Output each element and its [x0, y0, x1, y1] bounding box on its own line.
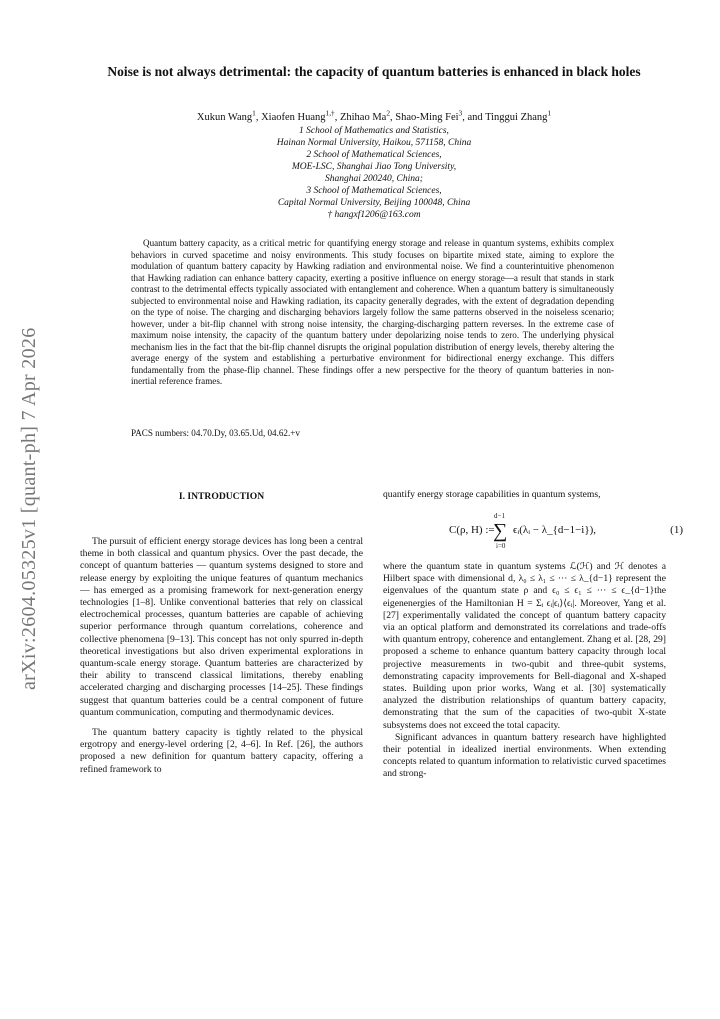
author-list: Xukun Wang$^1$, Xiaofen Huang$^{1,\dagger}$, Zhihao Ma$^2$, Shao-Ming Fei$^3$, and Tinggui Zhang$^1$ [196, 108, 552, 123]
arxiv-identifier [10, 290, 50, 710]
affiliation-line: Hainan Normal University, Haikou, 571158, China [276, 138, 472, 148]
sum-lower-limit: i=0 [496, 542, 506, 550]
author-name: Tinggui Zhang [485, 112, 548, 123]
author-name: Shao-Ming Fei [395, 112, 459, 123]
author-affil-mark: 1 [547, 108, 552, 118]
author-affil-mark: 2 [386, 108, 390, 118]
author-affil-mark: 1,† [325, 108, 335, 118]
author-name: Xukun Wang [196, 112, 253, 123]
sum-upper-limit: d−1 [494, 512, 505, 520]
section-heading-introduction: I. INTRODUCTION [178, 491, 265, 502]
equation-summand: ϵᵢ(λᵢ − λ_{d−1−i}), [513, 524, 597, 536]
affiliation-line: 1 School of Mathematics and Statistics, [299, 126, 449, 136]
pacs-numbers: PACS numbers: 04.70.Dy, 03.65.Ud, 04.62.+v [131, 428, 300, 438]
paper-title: Noise is not always detrimental: the capacity of quantum batteries is enhanced in black holes [107, 64, 641, 79]
author-affil-mark: 3 [458, 108, 463, 118]
left-column [80, 536, 363, 776]
affiliation-line: Shanghai 200240, China; [325, 174, 423, 184]
paragraph: The quantum battery capacity is tightly related to the physical ergotropy and energy-level ordering [2, 4–6]. In Ref. [26], the authors proposed a new definition for quantum battery capacity, offering a refined framework to [80, 727, 363, 775]
right-column-top [383, 489, 666, 501]
affiliation-line: 2 School of Mathematical Sciences, [306, 150, 442, 160]
affiliation-line: Capital Normal University, Beijing 100048, China [277, 198, 471, 208]
author-name: Zhihao Ma [339, 112, 387, 123]
right-column [383, 561, 666, 781]
paragraph: quantify energy storage capabilities in quantum systems, [383, 489, 601, 500]
equation-lhs: C(ρ, H) := [449, 524, 495, 536]
sum-symbol: ∑ [493, 520, 508, 542]
paragraph: The pursuit of efficient energy storage devices has long been a central theme in both classical and quantum physics. Over the past decade, the concept of quantum batteries — quantum systems designed to store and release energy by exploiting the unique features of quantum mechanics — has emerged as a promising framework for next-generation energy technologies [1–8]. Unlike conventional batteries that rely on classical electrochemical processes, quantum batteries are capable of achieving superior performance through quantum correlations, coherence and collective phenomena [9–13]. This concept has not only spurred in-depth theoretical investigations but also driven experimental explorations in quantum-scale energy storage. Quantum batteries are characterized by their ability to transcend classical limitations, thereby enabling accelerated charging and discharging processes [14–25]. These findings suggest that quantum batteries could be a central component of future quantum communication, computing and thermodynamic devices. [80, 536, 363, 718]
equation-1 [383, 512, 683, 556]
paragraph: where the quantum state in quantum systems ℒ(ℋ) and ℋ denotes a Hilbert space with dimensional d, λ₀ ≤ λ₁ ≤ ··· ≤ λ_{d−1} represent the eigenvalues of the quantum state ρ and ϵ₀ ≤ ϵ₁ ≤ ··· ≤ ϵ_{d−1}the eigenenergies of the Hamiltonian H = Σᵢ ϵᵢ|ϵᵢ⟩⟨ϵᵢ|. Moreover, Yang et al. [27] experimentally validated the concept of quantum battery capacity via an optical platform and demonstrated its correlations and trade-offs with quantum entropy, coherence and entanglement. Zhang et al. [28, 29] proposed a scheme to enhance quantum battery capacity through local projective measurements in two-qubit and three-qubit systems, demonstrating capacity improvements for Bell-diagonal and X-shaped states. Building upon prior works, Wang et al. [30] systematically analyzed the distribution relationships of quantum battery capacity, demonstrating that the sum of the capacities of two-qubit X-state subsystems does not exceed the total capacity. [383, 561, 666, 731]
affiliation-line: 3 School of Mathematical Sciences, [306, 186, 442, 196]
abstract: Quantum battery capacity, as a critical metric for quantifying energy storage and release in quantum systems, exhibits complex behaviors in curved spacetime and noisy environments. This study focuses on bipartite mixed state, aiming to explore the modulation of quantum battery capacity by Hawking radiation and environmental noise. We find a counterintuitive phenomenon that Hawking radiation can enhance battery capacity, exerting a positive influence on energy storage—a result that stands in stark contrast to the detrimental effects typically associated with entanglement and coherence. When a quantum battery is simultaneously subjected to environmental noise and Hawking radiation, its capacity generally degrades, with the extent of degradation depending on the type of noise. The charging and discharging behaviors largely follow the same patterns observed in the noiseless scenario; however, under a bit-flip channel with strong noise intensity, the charging-discharging pattern reverses. In the extreme case of maximum noise intensity, the capacity of the quantum battery under depolarizing noise tends to zero. The underlying physical mechanism lies in the fact that the bit-flip channel disrupts the original population distribution of energy levels, thereby altering the average energy of the system and establishing a perturbative environment for bidirectional energy exchange. This differs fundamentally from the phase-flip channel. These findings offer a new perspective for the theory of quantum batteries in non-inertial reference frames. [131, 238, 614, 386]
author-affil-mark: 1 [252, 108, 256, 118]
paragraph: Significant advances in quantum battery research have highlighted their potential in idealized inertial environments. When extending concepts related to quantum information to relativistic curved spacetimes and strong- [383, 731, 666, 780]
affiliation-line: MOE-LSC, Shanghai Jiao Tong University, [291, 162, 457, 172]
author-name: Xiaofen Huang [261, 112, 326, 123]
corresponding-email: † hangxf1206@163.com [327, 210, 421, 220]
equation-number: (1) [670, 524, 683, 536]
arxiv-identifier-text: arXiv:2604.05325v1 [quant-ph] 7 Apr 2026 [18, 327, 40, 690]
